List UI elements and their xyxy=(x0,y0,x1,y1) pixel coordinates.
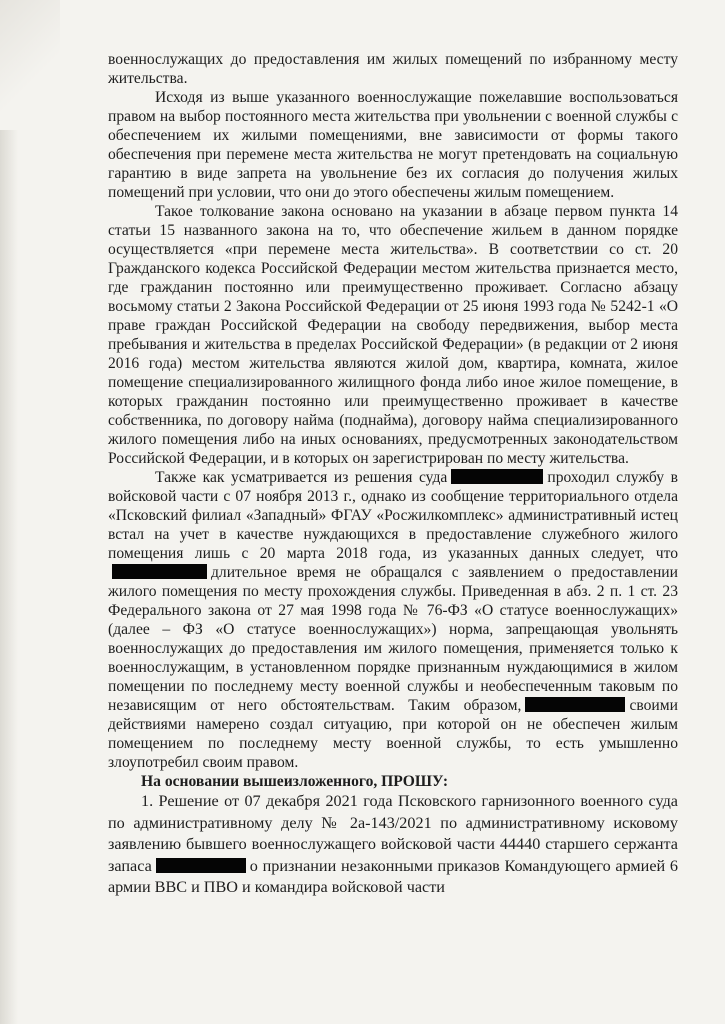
request-item-1-part-a: 1. Решение от 07 декабря 2021 года Псковского гарнизонного военного суда по административному делу № 2а-143/2021 по административному исковому заявлению бывшего военнослужащего войсковой части 44440 старшего сержанта запаса xyxy=(108,792,678,875)
paragraph-3 xyxy=(108,468,678,772)
page-edge-shadow xyxy=(0,0,18,1024)
page-corner-fold xyxy=(0,0,60,130)
request-heading: На основании вышеизложенного, ПРОШУ: xyxy=(141,773,449,790)
paragraph-continuation: военнослужащих до предоставления им жилых помещений по избранному месту жительства. xyxy=(108,51,678,87)
redaction-block xyxy=(156,858,246,873)
paragraph-3-part-b: проходил службу в войсковой части с 07 ноября 2013 г., однако из сообщение территориального отдела «Псковский филиал «Западный» ФГАУ «Росжилкомплекс» административный истец встал на учет в качестве нуждающихся в предоставление служебного жилого помещения лишь с 20 марта 2018 года, из указанных данных следует, что xyxy=(108,469,678,562)
redaction-block xyxy=(112,564,207,579)
paragraph-3-part-c: длительное время не обращался с заявлением о предоставлении жилого помещения по месту прохождения службы. Приведенная в абз. 2 п. 1 ст. 23 Федерального закона от 27 мая 1998 года № 76-ФЗ «О статусе военнослужащих» (далее – ФЗ «О статусе военнослужащих») норма, запрещающая увольнять военнослужащих до предоставления им жилого помещения, применяется только к военнослужащим, в установленном порядке признанным нуждающимися в жилом помещении по последнему месту военной службы и необеспеченным таковым по независящим от него обстоятельствам. Таким образом, xyxy=(108,564,678,714)
request-item-1 xyxy=(108,791,678,899)
paragraph-3-part-d: своими действиями намерено создал ситуацию, при которой он не обеспечен жилым помещением по последнему месту военной службы, то есть умышленно злоупотребил своим правом. xyxy=(108,697,678,771)
paragraph-2: Такое толкование закона основано на указании в абзаце первом пункта 14 статьи 15 названного закона на то, что обеспечение жильем в данном порядке осуществляется «при перемене места жительства». В соответствии со ст. 20 Гражданского кодекса Российской Федерации местом жительства признается место, где гражданин постоянно или преимущественно проживает. Согласно абзацу восьмому статьи 2 Закона Российской Федерации от 25 июня 1993 года № 5242-1 «О праве граждан Российской Федерации на свободу передвижения, выбор места пребывания и жительства в пределах Российской Федерации» (в редакции от 2 июня 2016 года) местом жительства являются жилой дом, квартира, комната, жилое помещение специализированного жилищного фонда либо иное жилое помещение, в которых гражданин постоянно или преимущественно проживает в качестве собственника, по договору найма (поднайма), договору найма специализированного жилого помещения либо на иных основаниях, предусмотренных законодательством Российской Федерации, и в которых он зарегистрирован по месту жительства. xyxy=(108,203,678,467)
request-item-1-part-b: о признании незаконными приказов Командующего армией 6 армии ВВС и ПВО и командира войсковой части xyxy=(108,856,678,896)
document-body xyxy=(108,50,678,899)
paragraph-1: Исходя из выше указанного военнослужащие пожелавшие воспользоваться правом на выбор постоянного места жительства при увольнении с военной службы с обеспечением их жилыми помещениями, вне зависимости от формы такого обеспечения при перемене места жительства не могут претендовать на социальную гарантию в виде запрета на увольнение без их согласия до получения жилых помещений при условии, что они до этого обеспечены жилым помещением. xyxy=(108,89,678,201)
redaction-block xyxy=(451,469,543,484)
redaction-block xyxy=(525,697,625,712)
paragraph-3-part-a: Также как усматривается из решения суда xyxy=(155,469,448,486)
